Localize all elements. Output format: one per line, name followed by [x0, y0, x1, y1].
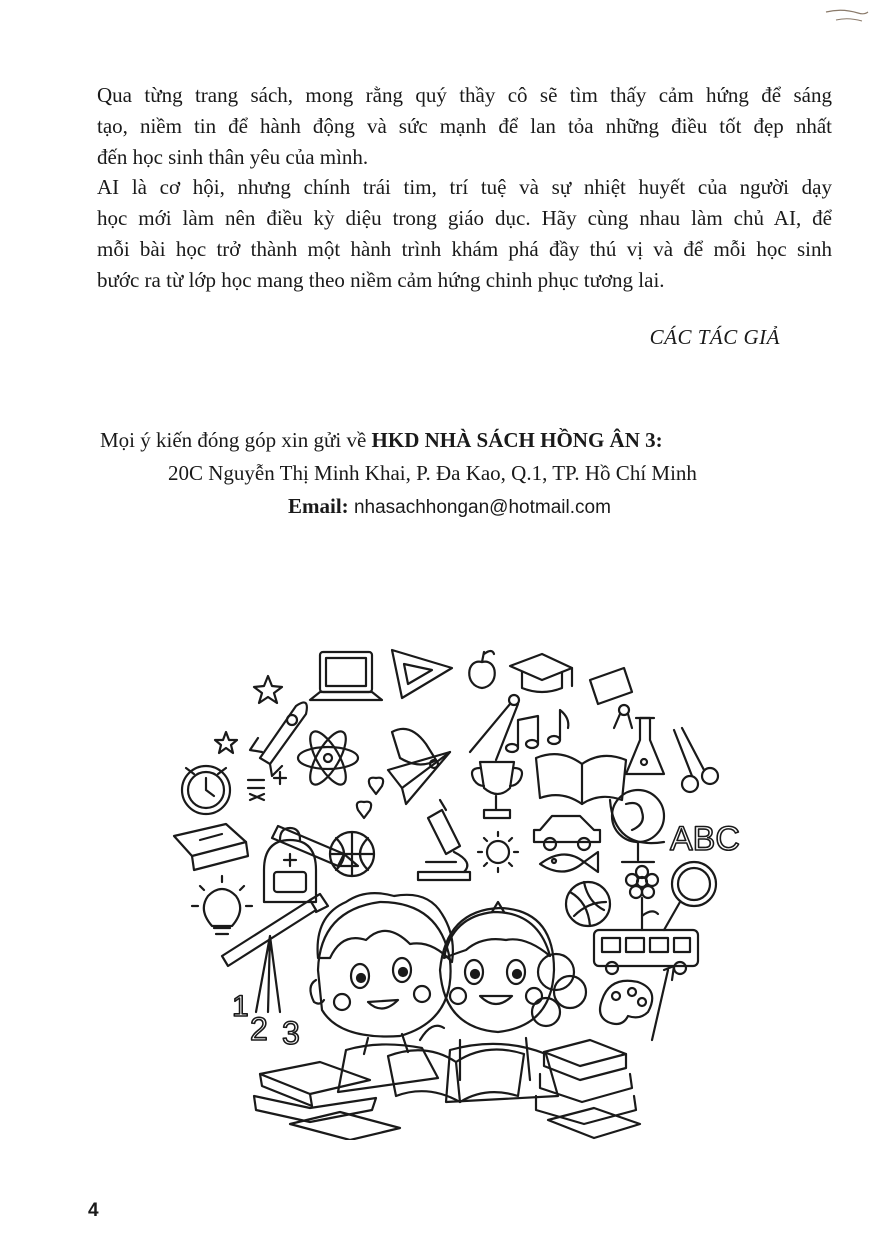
paragraph-line: bước ra từ lớp học mang theo niềm cảm hứng chinh phục tương lai.	[97, 268, 665, 292]
heart-icon	[357, 778, 383, 818]
paper-plane-icon	[388, 752, 450, 804]
closed-book-icon	[174, 824, 248, 870]
microscope-icon	[418, 800, 470, 880]
paint-brush-icon	[652, 966, 674, 1040]
paragraph-line: AI là cơ hội, nhưng chính trái tim, trí tuệ và sự nhiệt huyết của người dạy	[97, 175, 832, 199]
paragraph-line: mỗi bài học trở thành một hành trình khám phá đầy thú vị và để mỗi học sinh	[97, 237, 832, 261]
star-icon	[254, 676, 282, 703]
contact-intro-line	[100, 428, 663, 453]
email-address: nhasachhongan@hotmail.com	[348, 497, 611, 518]
light-bulb-icon	[192, 876, 252, 934]
page-number: 4	[88, 1200, 99, 1221]
alarm-clock-icon	[182, 766, 230, 814]
music-notes-icon	[506, 710, 568, 752]
laptop-icon	[310, 652, 382, 700]
corner-scribble-decoration	[822, 6, 872, 26]
flower-icon	[626, 866, 658, 930]
girl-character-illustration	[440, 902, 586, 1102]
publisher-address: 20C Nguyễn Thị Minh Khai, P. Đa Kao, Q.1, TP. Hồ Chí Minh	[168, 461, 697, 485]
car-icon	[534, 816, 600, 850]
paragraph-line: đến học sinh thân yêu của mình.	[97, 145, 369, 169]
paragraph-line: Qua từng trang sách, mong rằng quý thầy cô sẽ tìm thấy cảm hứng để sáng	[97, 83, 832, 107]
volleyball-icon	[566, 882, 610, 926]
magnifying-glass-icon	[664, 862, 716, 930]
diploma-scroll-icon	[590, 668, 632, 728]
paragraph-line: học mới làm nên điều kỳ diệu trong giáo dục. Hãy cùng nhau làm chủ AI, để	[97, 206, 832, 230]
sun-icon	[478, 832, 518, 872]
fish-icon	[540, 852, 598, 872]
rocket-icon	[250, 702, 307, 776]
trophy-icon	[472, 762, 522, 818]
paragraph-line: tạo, niềm tin để hành động và sức mạnh để lan tỏa những điều tốt đẹp nhất	[97, 114, 832, 138]
globe-icon	[610, 790, 664, 862]
bus-icon	[594, 930, 698, 974]
open-book-icon	[388, 1050, 524, 1103]
basketball-icon	[330, 832, 374, 876]
number-one-text: 1	[232, 990, 249, 1023]
scissors-icon	[674, 728, 718, 792]
contact-email-line	[288, 494, 611, 519]
open-book-icon	[536, 754, 626, 804]
abc-letters-text: ABC	[670, 820, 740, 858]
graduation-cap-icon	[510, 654, 572, 692]
email-label: Email:	[288, 494, 349, 518]
compass-tool-icon	[470, 695, 519, 760]
book-stack-right-icon	[536, 1040, 640, 1138]
book-stack-left-icon	[254, 1062, 400, 1140]
intro-paragraph-1	[97, 80, 832, 173]
star-icon	[215, 732, 237, 753]
publisher-name: HKD NHÀ SÁCH HỒNG ÂN 3:	[371, 428, 663, 452]
paint-palette-icon	[600, 981, 652, 1024]
intro-paragraph-2	[97, 172, 832, 296]
apple-icon	[469, 651, 495, 688]
math-symbols-icon	[248, 772, 286, 800]
number-three-text: 3	[282, 1015, 300, 1051]
atom-icon	[298, 727, 358, 790]
triangle-ruler-icon	[392, 650, 452, 698]
education-illustration	[170, 640, 740, 1140]
authors-signature: CÁC TÁC GIẢ	[649, 325, 780, 349]
number-two-text: 2	[250, 1011, 268, 1047]
boy-character-illustration	[310, 893, 452, 1092]
contact-prefix: Mọi ý kiến đóng góp xin gửi về	[100, 428, 372, 452]
